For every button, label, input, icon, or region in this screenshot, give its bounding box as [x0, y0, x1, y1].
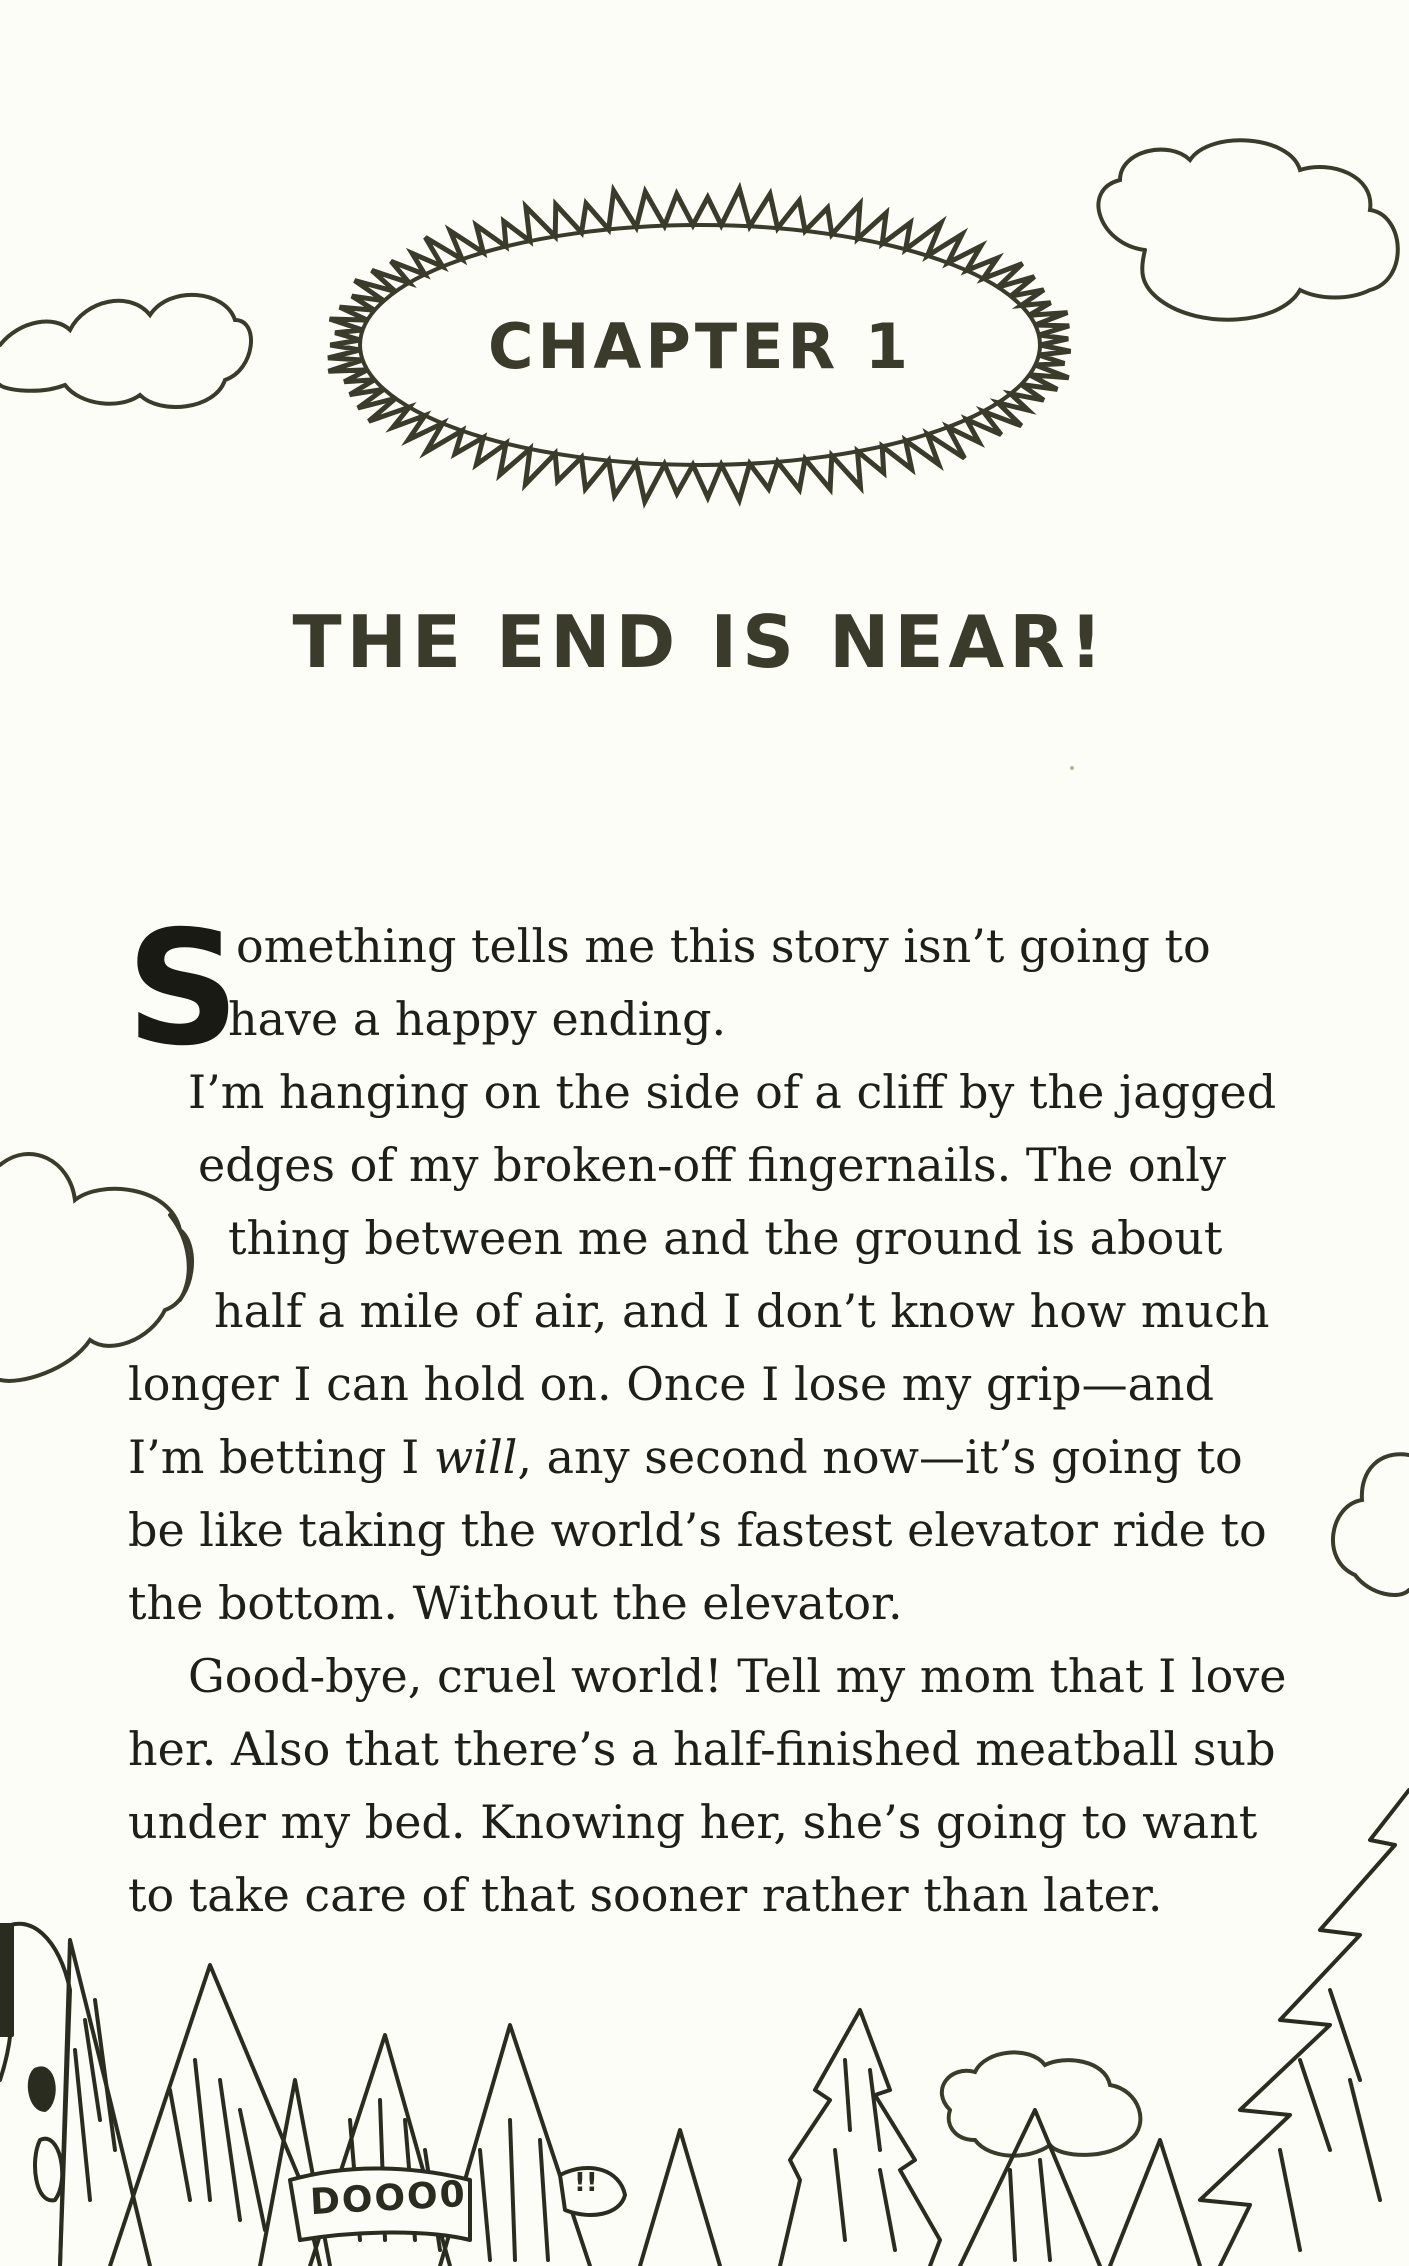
cloud-left	[0, 295, 251, 407]
body-line-11: Good-bye, cruel world! Tell my mom that I love	[188, 1649, 1287, 1703]
body-line-7: longer I can hold on. Once I lose my grip—and	[128, 1357, 1215, 1411]
drop-cap: S	[126, 897, 240, 1081]
chapter-label: CHAPTER 1	[488, 310, 912, 383]
cloud-top-right	[1098, 140, 1397, 319]
body-line-3: I’m hanging on the side of a cliff by the jagged	[188, 1065, 1277, 1119]
cloud-right-edge	[1333, 1454, 1409, 1595]
sign-text: DOOO0	[309, 2173, 468, 2224]
body-line-12: her. Also that there’s a half-finished meatball sub	[128, 1722, 1276, 1776]
body-line-4: edges of my broken-off fingernails. The only	[198, 1138, 1226, 1192]
sign-text-2: !!	[574, 2168, 598, 2198]
body-line-8-end: , any second now—it’s going to	[517, 1430, 1243, 1484]
chapter-body	[126, 897, 1288, 1932]
body-line-14: to take care of that sooner rather than later.	[128, 1868, 1163, 1922]
body-line-8-emphasis: will	[433, 1430, 518, 1484]
chapter-title: THE END IS NEAR!	[292, 600, 1108, 684]
body-line-6: half a mile of air, and I don’t know how much	[214, 1284, 1270, 1338]
body-line-1: omething tells me this story isn’t going to	[236, 919, 1211, 973]
body-line-8-start: I’m betting I	[128, 1430, 434, 1484]
body-line-10: the bottom. Without the elevator.	[128, 1576, 903, 1630]
body-line-2: have a happy ending.	[228, 992, 727, 1046]
cloud-bottom-middle	[942, 2052, 1141, 2155]
body-line-5: thing between me and the ground is about	[228, 1211, 1223, 1265]
body-line-13: under my bed. Knowing her, she’s going to want	[128, 1795, 1258, 1849]
body-line-8	[128, 1421, 1288, 1494]
paper-speck	[1070, 766, 1074, 770]
body-line-9: be like taking the world’s fastest elevator ride to	[128, 1503, 1267, 1557]
